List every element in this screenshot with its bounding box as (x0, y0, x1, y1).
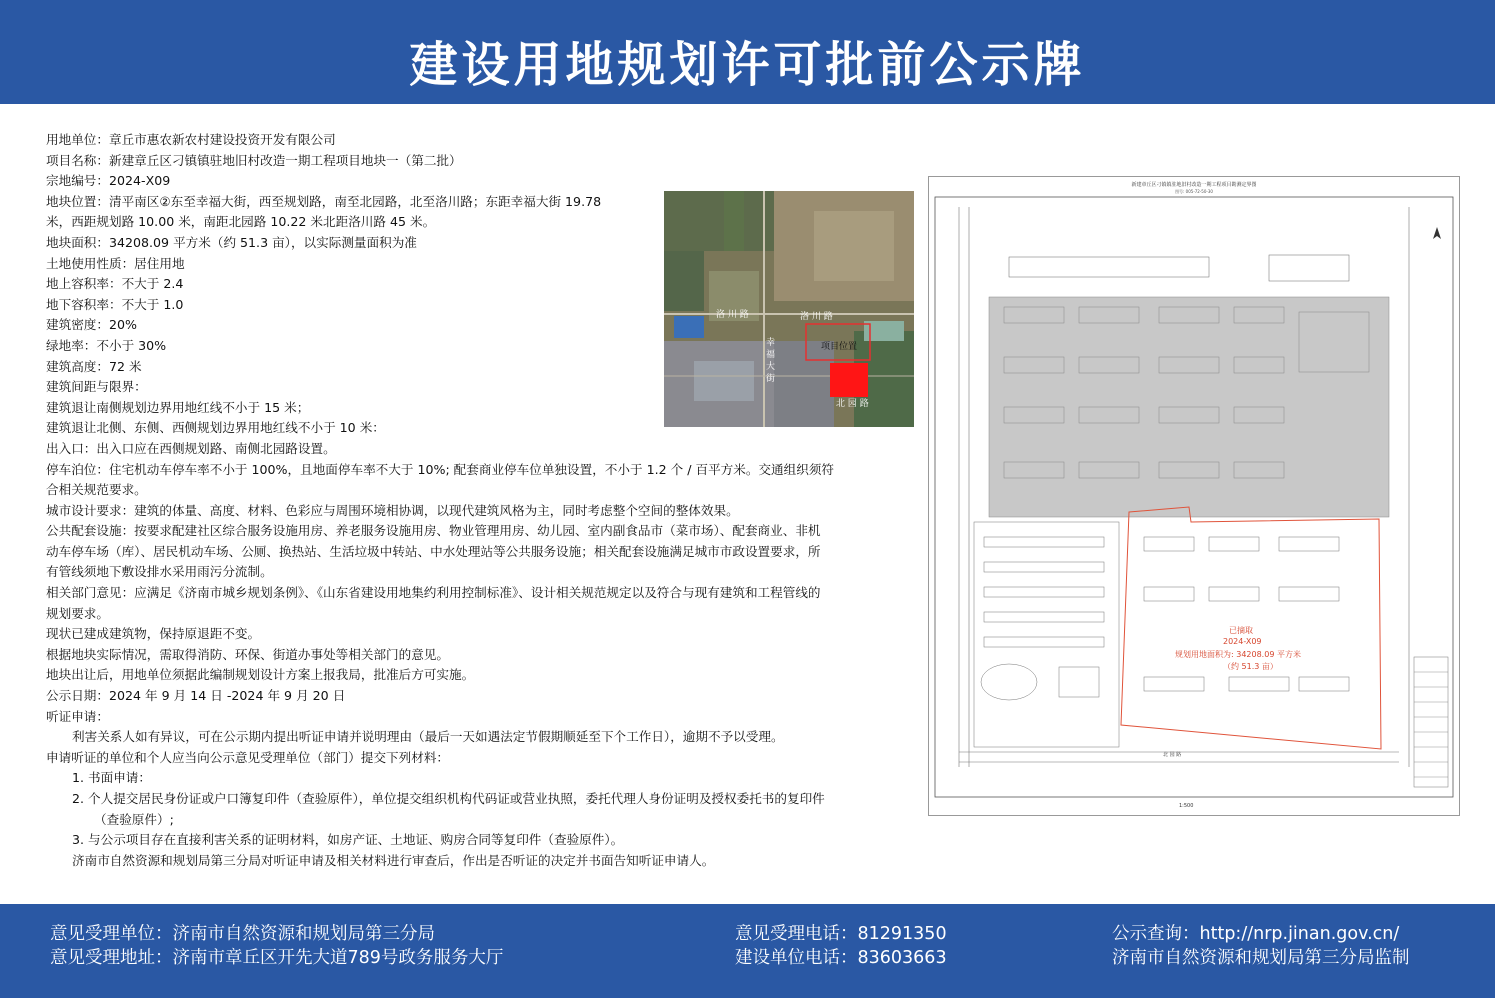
header-banner (0, 0, 1495, 108)
hearing-line: 2. 个人提交居民身份证或户口簿复印件（查验原件），单位提交组织机构代码证或营业执照，委托代理人身份证明及授权委托书的复印件 (72, 791, 825, 806)
content-line: 规划要求。 (46, 605, 109, 621)
planning-survey-drawing (928, 176, 1460, 816)
content-line: 停车泊位：住宅机动车停车率不小于 100%，且地面停车率不大于 10%; 配套商业停车位单独设置，不小于 1.2 个 / 百平方米。交通组织须符 (46, 461, 835, 477)
plan-road-label: 北 园 路 (1163, 752, 1182, 758)
content-line: 项目名称：新建章丘区刁镇镇驻地旧村改造一期工程项目地块一（第二批） (46, 152, 462, 168)
content-line: 建筑间距与限界： (46, 379, 147, 395)
content-line: 相关部门意见：应满足《济南市城乡规划条例》、《山东省建设用地集约利用控制标准》、设计相关规范规定以及符合与现有建筑和工程管线的 (46, 585, 821, 601)
content-line: 根据地块实际情况，需取得消防、环保、街道办事处等相关部门的意见。 (46, 646, 449, 662)
parcel-head-label: 已摘取 (1229, 626, 1253, 635)
project-location-label: 项目位置 (821, 342, 858, 352)
inset-road-label: 洛 川 路 (716, 310, 749, 320)
location-satellite-map (664, 191, 914, 427)
content-line: 地上容积率：不大于 2.4 (46, 276, 184, 292)
parcel-mu-label: （约 51.3 亩） (1223, 662, 1278, 671)
content-line: 建筑密度：20% (46, 317, 137, 333)
builder-phone: 建设单位电话：83603663 (735, 948, 947, 968)
hearing-line: 利害关系人如有异议，可在公示期内提出听证申请并说明理由（最后一天如遇法定节假期顺延至下个工作日），逾期不予以受理。 (72, 729, 784, 745)
plan-subtitle: 图号: 005-72-50-30 (1175, 189, 1213, 194)
content-line: 地下容积率：不大于 1.0 (46, 296, 184, 312)
content-line: 合相关规范要求。 (46, 482, 147, 498)
content-line: 城市设计要求：建筑的体量、高度、材料、色彩应与周围环境相协调，以现代建筑风格为主，同时考虑整个空间的整体效果。 (46, 502, 739, 518)
accept-unit: 意见受理单位：济南市自然资源和规划局第三分局 (50, 924, 435, 944)
hearing-line: 申请听证的单位和个人应当向公示意见受理单位（部门）提交下列材料： (46, 749, 449, 765)
accept-address: 意见受理地址：济南市章丘区开先大道789号政务服务大厅 (50, 948, 504, 968)
content-line: 建筑退让南侧规划边界用地红线不小于 15 米； (46, 399, 310, 415)
parcel-area-label: 规划用地面积为: 34208.09 平方米 (1175, 650, 1301, 659)
inset-road-label: 北 园 路 (836, 399, 869, 409)
content-line: 现状已建成建筑物，保持原退距不变。 (46, 626, 261, 642)
content-line: 听证申请： (46, 708, 109, 724)
parcel-number-label: 2024-X09 (1223, 637, 1262, 646)
content-line: 建筑高度：72 米 (46, 358, 142, 374)
content-line: 地块位置：清平南区②东至幸福大街，西至规划路，南至北园路，北至洛川路；东距幸福大街 19.78 (46, 193, 602, 209)
content-line: 有管线须地下敷设排水采用雨污分流制。 (46, 564, 273, 580)
content-line: 建筑退让北侧、东侧、西侧规划边界用地红线不小于 10 米： (46, 420, 385, 436)
content-line: 宗地编号：2024-X09 (46, 173, 171, 189)
content-line: 公示日期：2024 年 9 月 14 日 -2024 年 9 月 20 日 (46, 688, 346, 704)
inset-road-label: 幸 福 大 街 (766, 338, 776, 384)
content-line: 土地使用性质：居住用地 (46, 255, 185, 271)
accept-phone: 意见受理电话：81291350 (735, 924, 947, 944)
query-link[interactable]: 公示查询：http://nrp.jinan.gov.cn/ (1112, 924, 1400, 944)
supervisor: 济南市自然资源和规划局第三分局监制 (1112, 948, 1410, 968)
page-title: 建设用地规划许可批前公示牌 (409, 37, 1086, 93)
plan-scale: 1:500 (1179, 803, 1194, 809)
content-line: 动车停车场（库）、居民机动车场、公厕、换热站、生活垃圾中转站、中水处理站等公共服务设施；相关配套设施满足城市市政设置要求，所 (46, 543, 821, 559)
content-line: 用地单位：章丘市惠农新农村建设投资开发有限公司 (46, 132, 336, 147)
content-line: 米，西距规划路 10.00 米，南距北园路 10.22 米北距洛川路 45 米。 (46, 214, 436, 230)
content-line: 地块面积：34208.09 平方米（约 51.3 亩），以实际测量面积为准 (46, 234, 417, 250)
content-line: 公共配套设施：按要求配建社区综合服务设施用房、养老服务设施用房、物业管理用房、幼儿园、室内副食品市（菜市场）、配套商业、非机 (46, 523, 821, 539)
satellite-map-graphic (664, 191, 914, 427)
hearing-line: （查验原件）; (94, 811, 174, 827)
content-line: 绿地率：不小于 30% (46, 337, 167, 353)
plan-title: 新建章丘区刁镇镇驻地旧村改造一期工程项目勘测定界图 (1131, 182, 1257, 188)
hearing-line: 3. 与公示项目存在直接利害关系的证明材料，如房产证、土地证、购房合同等复印件（查验原件）。 (72, 832, 624, 848)
content-line: 地块出让后，用地单位须据此编制规划设计方案上报我局，批准后方可实施。 (46, 667, 475, 683)
footer-banner (0, 904, 1495, 998)
site-plan-graphic (929, 177, 1459, 815)
hearing-line: 1. 书面申请： (72, 770, 151, 786)
hearing-line: 济南市自然资源和规划局第三分局对听证申请及相关材料进行审查后，作出是否听证的决定并书面告知听证申请人。 (72, 852, 715, 868)
content-line: 出入口：出入口应在西侧规划路、南侧北园路设置。 (46, 440, 336, 456)
inset-road-label: 洛 川 路 (800, 312, 833, 322)
